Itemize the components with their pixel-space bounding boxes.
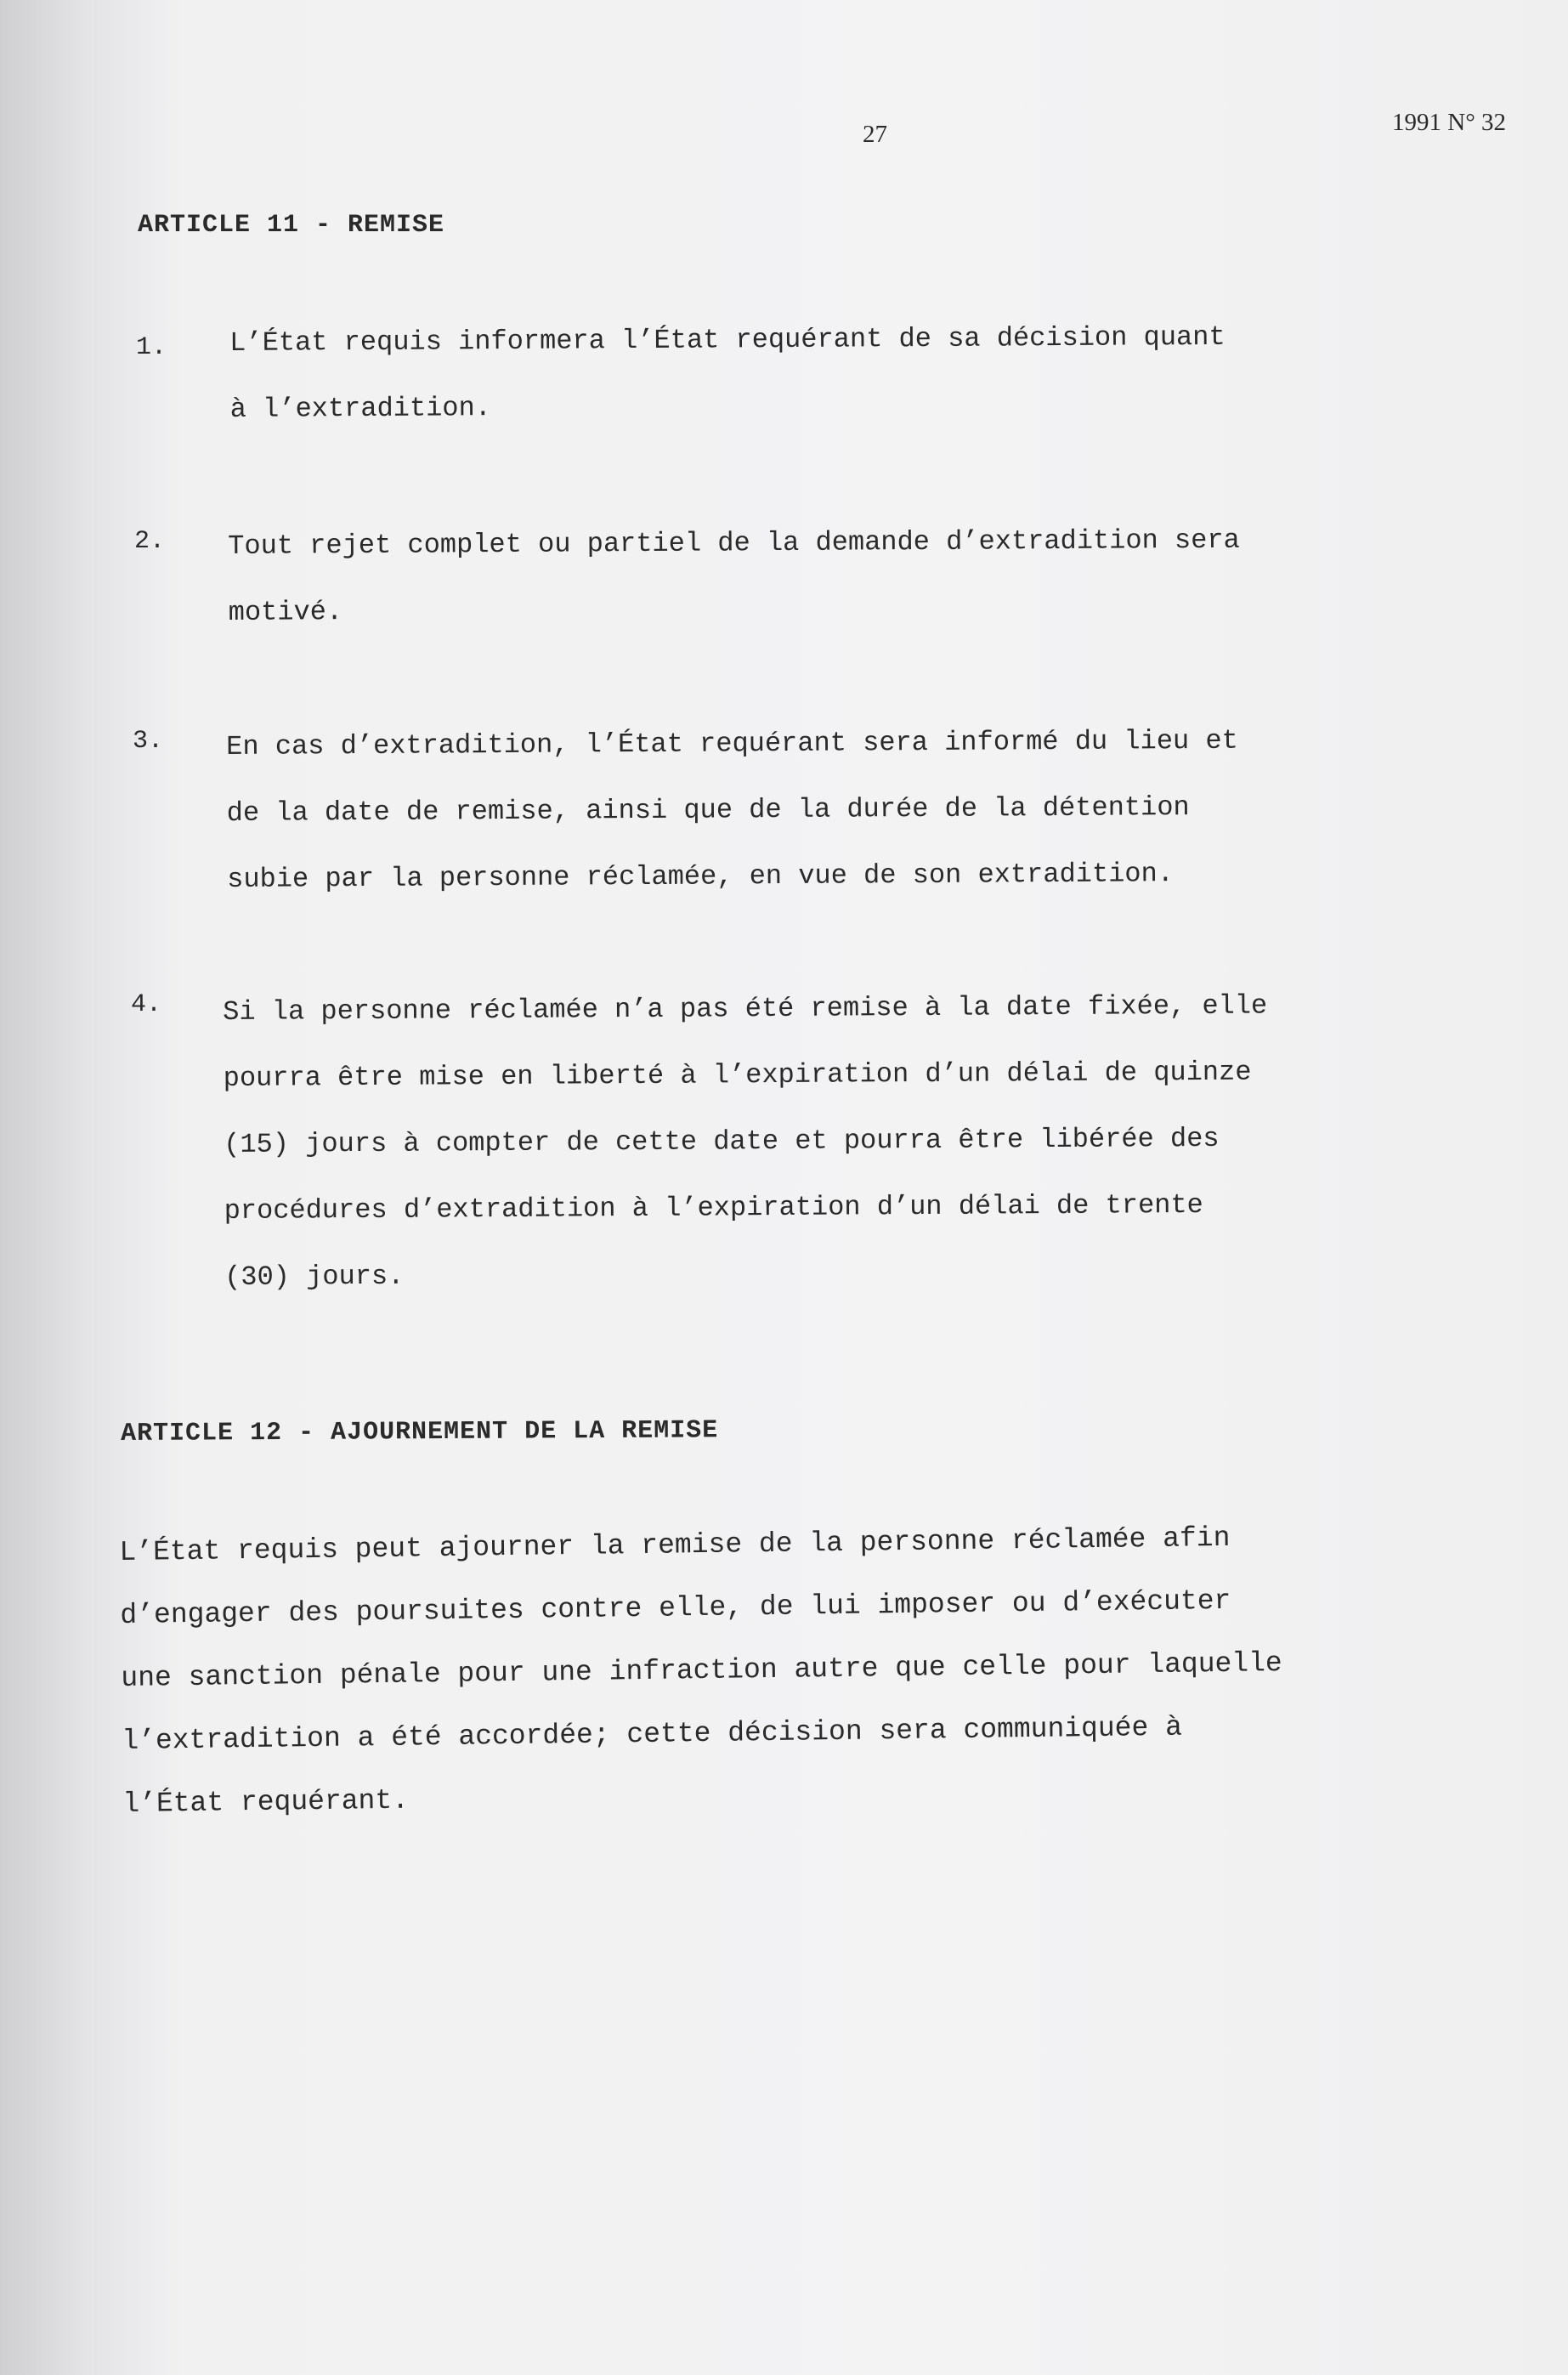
text-line: pourra être mise en liberté à l’expiration d’un délai de quinze [223,1056,1252,1094]
article-12-title: ARTICLE 12 - AJOURNEMENT DE LA REMISE [121,1416,719,1448]
text-line: (30) jours. [224,1260,405,1293]
article-12-text [119,1506,1284,1836]
item-number: 2. [134,527,166,556]
text-line: de la date de remise, ainsi que de la durée de la détention [226,791,1190,829]
binding-edge [0,0,93,2375]
item-number: 4. [131,990,162,1019]
text-line: subie par la personne réclamée, en vue de son extradition. [227,858,1175,895]
item-text [226,708,1239,913]
text-line: d’engager des poursuites contre elle, de lui imposer ou d’exécuter [120,1584,1231,1631]
text-line: motivé. [228,596,343,628]
text-line: procédures d’extradition à l’expiration d’un délai de trente [224,1188,1203,1227]
document-page [93,0,1568,2375]
text-line: L’État requis informera l’État requérant de sa décision quant [229,320,1226,359]
text-line: Tout rejet complet ou partiel de la demande d’extradition sera [228,524,1240,562]
text-line: à l’extradition. [229,392,492,425]
item-text [228,507,1241,646]
text-line: une sanction pénale pour une infraction autre que celle pour laquelle [121,1647,1282,1694]
item-text [223,972,1269,1311]
text-line: l’État requérant. [122,1784,410,1820]
document-reference: 1991 N° 32 [1392,109,1507,136]
text-line: L’État requis peut ajourner la remise de la personne réclamée afin [119,1522,1231,1568]
item-number: 1. [136,333,167,362]
text-line: Si la personne réclamée n’a pas été remise à la date fixée, elle [223,989,1268,1028]
text-line: (15) jours à compter de cette date et pourra être libérée des [224,1122,1220,1160]
page-number: 27 [863,121,887,148]
text-line: l’extradition a été accordée; cette décision sera communiquée à [122,1711,1183,1757]
item-text [229,304,1226,443]
article-11-title: ARTICLE 11 - REMISE [138,211,445,240]
item-number: 3. [133,727,164,756]
text-line: En cas d’extradition, l’État requérant sera informé du lieu et [226,724,1238,762]
